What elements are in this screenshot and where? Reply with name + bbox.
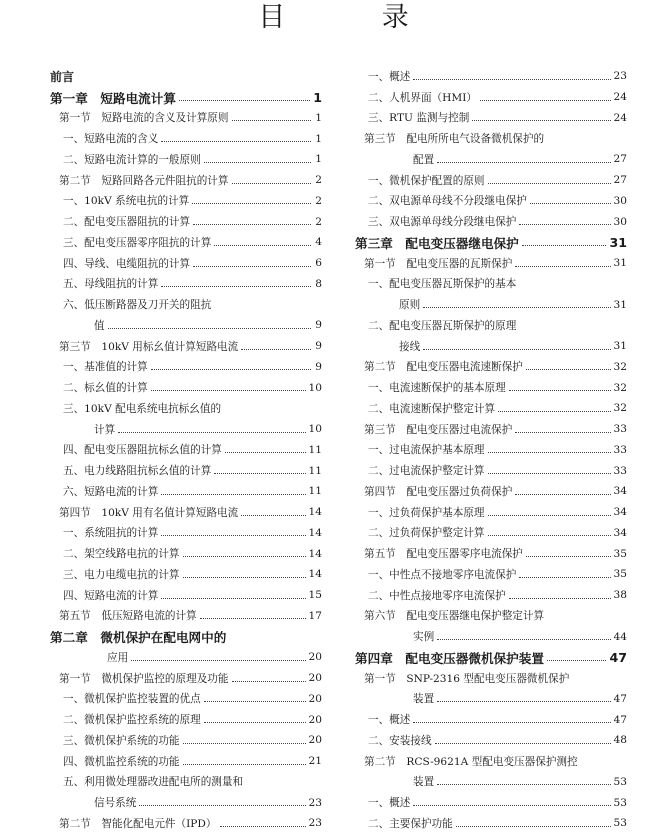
toc-entry-label: 四、微机监控系统的功能 xyxy=(63,755,180,768)
toc-entry[interactable] xyxy=(50,481,322,502)
toc-left-column xyxy=(50,66,322,834)
page-number: 35 xyxy=(613,547,627,560)
dot-leader xyxy=(519,224,610,225)
dot-leader xyxy=(515,266,610,267)
toc-entry[interactable] xyxy=(355,730,627,751)
toc-entry-label: 二、过负荷保护整定计算 xyxy=(368,527,485,540)
dot-leader xyxy=(435,743,611,744)
toc-entry[interactable] xyxy=(50,813,322,834)
page-number: 48 xyxy=(613,734,627,747)
toc-entry-label: 三、微机保护系统的功能 xyxy=(63,734,180,747)
dot-leader xyxy=(232,120,312,121)
dot-leader xyxy=(232,681,306,682)
page-number: 1 xyxy=(315,153,322,166)
dot-leader xyxy=(488,473,611,474)
toc-entry[interactable] xyxy=(50,502,322,523)
page-number: 32 xyxy=(613,381,627,394)
page-number: 1 xyxy=(315,111,322,124)
page-number: 34 xyxy=(613,506,627,519)
dot-leader xyxy=(526,369,611,370)
toc-entry-label: 第一节 微机保护监控的原理及功能 xyxy=(59,672,229,685)
toc-entry[interactable] xyxy=(50,772,322,793)
toc-entry-label: 一、微机保护配置的原则 xyxy=(368,174,485,187)
page-number: 31 xyxy=(613,257,627,270)
toc-entry[interactable] xyxy=(355,481,627,502)
toc-entry[interactable] xyxy=(50,626,322,647)
page-title: 目 录 xyxy=(258,2,453,33)
dot-leader xyxy=(204,701,306,702)
toc-entry[interactable] xyxy=(355,626,627,647)
page-number: 9 xyxy=(315,319,322,332)
toc-entry[interactable] xyxy=(50,315,322,336)
toc-entry[interactable] xyxy=(50,253,322,274)
toc-entry[interactable] xyxy=(50,564,322,585)
page-number: 1 xyxy=(315,132,322,145)
toc-entry[interactable] xyxy=(50,66,322,87)
page-number: 1 xyxy=(313,89,322,105)
toc-entry[interactable] xyxy=(50,87,322,108)
dot-leader xyxy=(131,660,305,661)
page-number: 20 xyxy=(308,651,322,664)
page-number: 20 xyxy=(308,692,322,705)
dot-leader xyxy=(225,452,306,453)
page-number: 44 xyxy=(613,630,627,643)
page-number: 20 xyxy=(308,713,322,726)
dot-leader xyxy=(214,245,311,246)
toc-entry[interactable] xyxy=(50,419,322,440)
dot-leader xyxy=(151,390,306,391)
dot-leader xyxy=(413,79,610,80)
toc-entry[interactable] xyxy=(355,170,627,191)
page-number: 20 xyxy=(308,672,322,685)
toc-entry[interactable] xyxy=(355,689,627,710)
toc-entry-label: 第三章 配电变压器继电保护 xyxy=(355,235,519,251)
toc-entry[interactable] xyxy=(355,191,627,212)
dot-leader xyxy=(214,473,305,474)
dot-leader xyxy=(488,535,611,536)
toc-entry[interactable] xyxy=(50,751,322,772)
toc-entry-label: 一、概述 xyxy=(368,70,411,83)
toc-entry[interactable] xyxy=(355,294,627,315)
page-number: 23 xyxy=(308,817,322,830)
toc-entry-label: 信号系统 xyxy=(94,797,137,810)
page-number: 33 xyxy=(613,464,627,477)
dot-leader xyxy=(522,245,607,246)
toc-entry[interactable] xyxy=(50,377,322,398)
toc-entry[interactable] xyxy=(355,460,627,481)
dot-leader xyxy=(488,515,611,516)
dot-leader xyxy=(200,618,306,619)
toc-entry[interactable] xyxy=(355,606,627,627)
toc-entry-label: 一、基准值的计算 xyxy=(63,361,148,374)
toc-entry[interactable] xyxy=(355,709,627,730)
dot-leader xyxy=(179,100,310,101)
page-number: 33 xyxy=(613,423,627,436)
toc-entry-label: 实例 xyxy=(413,631,435,644)
toc-entry-label: 五、利用微处理器改进配电所的测量和 xyxy=(63,776,244,789)
page-number: 27 xyxy=(613,174,627,187)
page-number: 30 xyxy=(613,194,627,207)
toc-entry-label: 五、母线阻抗的计算 xyxy=(63,278,159,291)
toc-entry-label: 四、短路电流的计算 xyxy=(63,589,159,602)
toc-entry-label: 第二章 微机保护在配电网中的 xyxy=(50,630,227,646)
toc-entry[interactable] xyxy=(50,668,322,689)
toc-entry-label: 二、人机界面（HMI） xyxy=(368,91,478,104)
page-number: 10 xyxy=(308,381,322,394)
dot-leader xyxy=(413,722,610,723)
toc-entry[interactable] xyxy=(50,543,322,564)
dot-leader xyxy=(498,411,610,412)
toc-entry[interactable] xyxy=(355,813,627,834)
toc-entry[interactable] xyxy=(355,87,627,108)
dot-leader xyxy=(183,743,306,744)
dot-leader xyxy=(437,639,610,640)
toc-entry[interactable] xyxy=(50,523,322,544)
toc-entry-label: 第二节 配电变压器电流速断保护 xyxy=(364,361,523,374)
toc-entry[interactable] xyxy=(355,398,627,419)
dot-leader xyxy=(183,764,306,765)
dot-leader xyxy=(437,162,610,163)
toc-entry[interactable] xyxy=(355,66,627,87)
page-number: 6 xyxy=(315,257,322,270)
dot-leader xyxy=(241,349,311,350)
toc-entry-label: 二、主要保护功能 xyxy=(368,817,453,830)
toc-entry-label: 一、系统阻抗的计算 xyxy=(63,527,159,540)
toc-entry-label: 第三节 配电变压器过电流保护 xyxy=(364,423,513,436)
page-number: 14 xyxy=(308,568,322,581)
toc-entry-label: 三、10kV 配电系统电抗标幺值的 xyxy=(63,402,222,415)
toc-entry-label: 接线 xyxy=(399,340,421,353)
toc-entry[interactable] xyxy=(355,647,627,668)
toc-entry[interactable] xyxy=(50,709,322,730)
toc-entry-label: 计算 xyxy=(94,423,116,436)
toc-entry[interactable] xyxy=(355,377,627,398)
toc-entry[interactable] xyxy=(355,419,627,440)
toc-entry-label: 二、微机保护监控系统的原理 xyxy=(63,714,201,727)
page-number: 30 xyxy=(613,215,627,228)
toc-entry-label: 二、配电变压器瓦斯保护的原理 xyxy=(368,319,517,332)
page-number: 2 xyxy=(315,194,322,207)
page-number: 11 xyxy=(308,443,322,456)
toc-entry-label: 五、电力线路阻抗标幺值的计算 xyxy=(63,465,212,478)
toc-entry[interactable] xyxy=(355,792,627,813)
page-number: 15 xyxy=(308,589,322,602)
page-number: 31 xyxy=(613,298,627,311)
toc-entry-label: 二、过电流保护整定计算 xyxy=(368,465,485,478)
toc-entry-label: 一、电流速断保护的基本原理 xyxy=(368,382,506,395)
toc-entry[interactable] xyxy=(355,253,627,274)
page-number: 34 xyxy=(613,485,627,498)
toc-entry-label: 一、概述 xyxy=(368,797,411,810)
dot-leader xyxy=(547,660,607,661)
toc-entry-label: 第六节 配电变压器继电保护整定计算 xyxy=(364,610,545,623)
toc-entry[interactable] xyxy=(355,274,627,295)
toc-entry[interactable] xyxy=(50,460,322,481)
toc-entry-label: 二、架空线路电抗的计算 xyxy=(63,548,180,561)
page-number: 32 xyxy=(613,360,627,373)
toc-entry-label: 第一章 短路电流计算 xyxy=(50,90,176,106)
toc-entry[interactable] xyxy=(355,585,627,606)
toc-entry[interactable] xyxy=(50,128,322,149)
toc-entry[interactable] xyxy=(50,398,322,419)
page-number: 14 xyxy=(308,526,322,539)
page-number: 11 xyxy=(308,464,322,477)
dot-leader xyxy=(193,224,311,225)
dot-leader xyxy=(423,307,610,308)
toc-entry-label: 三、双电源单母线分段继电保护 xyxy=(368,216,517,229)
toc-entry-label: 第三节 配电所所电气设备微机保护的 xyxy=(364,133,545,146)
page-number: 2 xyxy=(315,174,322,187)
toc-entry[interactable] xyxy=(355,108,627,129)
toc-entry[interactable] xyxy=(50,149,322,170)
toc-entry[interactable] xyxy=(50,647,322,668)
dot-leader xyxy=(515,494,610,495)
dot-leader xyxy=(241,515,305,516)
toc-entry[interactable] xyxy=(355,523,627,544)
toc-entry-label: 前言 xyxy=(50,69,75,84)
toc-entry[interactable] xyxy=(355,668,627,689)
page-number: 38 xyxy=(613,589,627,602)
page-number: 2 xyxy=(315,215,322,228)
toc-entry-label: 二、中性点接地零序电流保护 xyxy=(368,589,506,602)
page-number: 31 xyxy=(613,340,627,353)
toc-entry[interactable] xyxy=(355,564,627,585)
dot-leader xyxy=(437,701,610,702)
page-number: 24 xyxy=(613,91,627,104)
toc-entry-label: 第四章 配电变压器微机保护装置 xyxy=(355,650,544,666)
page-number: 53 xyxy=(613,775,627,788)
toc-entry-label: 第二节 RCS-9621A 型配电变压器保护测控 xyxy=(364,755,578,768)
toc-entry[interactable] xyxy=(355,502,627,523)
toc-entry-label: 一、短路电流的含义 xyxy=(63,133,159,146)
toc-entry-label: 一、中性点不接地零序电流保护 xyxy=(368,568,517,581)
toc-entry-label: 配置 xyxy=(413,153,435,166)
page-number: 32 xyxy=(613,402,627,415)
toc-entry[interactable] xyxy=(50,440,322,461)
toc-entry[interactable] xyxy=(50,606,322,627)
toc-entry-label: 第二节 短路回路各元件阻抗的计算 xyxy=(59,174,229,187)
dot-leader xyxy=(204,162,311,163)
toc-entry-label: 二、短路电流计算的一般原则 xyxy=(63,153,201,166)
dot-leader xyxy=(526,556,611,557)
dot-leader xyxy=(488,452,611,453)
toc-entry-label: 二、标幺值的计算 xyxy=(63,382,148,395)
page-number: 53 xyxy=(613,796,627,809)
toc-entry[interactable] xyxy=(50,689,322,710)
toc-entry[interactable] xyxy=(50,232,322,253)
toc-entry-label: 应用 xyxy=(107,651,129,664)
toc-entry-label: 四、配电变压器阻抗标幺值的计算 xyxy=(63,444,222,457)
page-number: 14 xyxy=(308,547,322,560)
page-number: 31 xyxy=(609,234,627,250)
dot-leader xyxy=(456,826,611,827)
page-number: 8 xyxy=(315,277,322,290)
toc-entry-label: 第五节 低压短路电流的计算 xyxy=(59,610,197,623)
toc-entry-label: 第三节 10kV 用标幺值计算短路电流 xyxy=(59,340,239,353)
toc-entry-label: 一、10kV 系统电抗的计算 xyxy=(63,195,190,208)
toc-entry-label: 第五节 配电变压器零序电流保护 xyxy=(364,548,523,561)
toc-entry-label: 装置 xyxy=(413,693,435,706)
dot-leader xyxy=(193,266,311,267)
toc-entry-label: 第四节 配电变压器过负荷保护 xyxy=(364,485,513,498)
page-number: 34 xyxy=(613,526,627,539)
toc-entry-label: 装置 xyxy=(413,776,435,789)
toc-entry-label: 一、过负荷保护基本原理 xyxy=(368,506,485,519)
dot-leader xyxy=(204,722,306,723)
page-number: 14 xyxy=(308,506,322,519)
toc-entry[interactable] xyxy=(355,751,627,772)
page-number: 33 xyxy=(613,443,627,456)
page-number: 4 xyxy=(315,236,322,249)
toc-entry-label: 三、RTU 监测与控制 xyxy=(368,112,470,125)
dot-leader xyxy=(519,577,610,578)
toc-entry[interactable] xyxy=(355,357,627,378)
toc-entry-label: 一、过电流保护基本原理 xyxy=(368,444,485,457)
dot-leader xyxy=(423,349,610,350)
toc-entry-label: 第二节 智能化配电元件（IPD） xyxy=(59,817,217,830)
toc-entry-label: 二、安装接线 xyxy=(368,734,432,747)
toc-entry-label: 值 xyxy=(94,319,105,332)
dot-leader xyxy=(161,141,311,142)
dot-leader xyxy=(161,535,305,536)
toc-entry-label: 第四节 10kV 用有名值计算短路电流 xyxy=(59,506,239,519)
dot-leader xyxy=(472,120,610,121)
dot-leader xyxy=(161,494,305,495)
page-number: 53 xyxy=(613,817,627,830)
toc-entry-label: 二、电流速断保护整定计算 xyxy=(368,402,496,415)
dot-leader xyxy=(161,286,311,287)
toc-entry[interactable] xyxy=(50,108,322,129)
dot-leader xyxy=(151,369,311,370)
toc-entry[interactable] xyxy=(355,772,627,793)
dot-leader xyxy=(192,203,311,204)
toc-entry-label: 四、导线、电缆阻抗的计算 xyxy=(63,257,191,270)
toc-entry[interactable] xyxy=(355,149,627,170)
toc-right-column xyxy=(355,66,627,834)
toc-entry[interactable] xyxy=(50,294,322,315)
toc-entry-label: 第一节 短路电流的含义及计算原则 xyxy=(59,112,229,125)
toc-entry-label: 三、电力电缆电抗的计算 xyxy=(63,568,180,581)
toc-entry[interactable] xyxy=(50,730,322,751)
toc-entry[interactable] xyxy=(50,792,322,813)
page-number: 9 xyxy=(315,360,322,373)
page-number: 47 xyxy=(613,713,627,726)
toc-entry[interactable] xyxy=(50,170,322,191)
toc-entry[interactable] xyxy=(50,211,322,232)
toc-entry[interactable] xyxy=(50,274,322,295)
dot-leader xyxy=(232,183,312,184)
dot-leader xyxy=(530,203,611,204)
toc-entry[interactable] xyxy=(50,336,322,357)
dot-leader xyxy=(480,100,610,101)
toc-entry-label: 一、配电变压器瓦斯保护的基本 xyxy=(368,278,517,291)
toc-entry-label: 六、低压断路器及刀开关的阻抗 xyxy=(63,299,212,312)
toc-entry-label: 二、配电变压器阻抗的计算 xyxy=(63,216,191,229)
dot-leader xyxy=(488,183,611,184)
page-number: 35 xyxy=(613,568,627,581)
toc-entry-label: 三、配电变压器零序阻抗的计算 xyxy=(63,236,212,249)
page-number: 9 xyxy=(315,340,322,353)
dot-leader xyxy=(161,598,305,599)
toc-entry[interactable] xyxy=(50,357,322,378)
dot-leader xyxy=(183,577,306,578)
toc-entry-label: 第一节 SNP-2316 型配电变压器微机保护 xyxy=(364,672,570,685)
toc-entry[interactable] xyxy=(355,315,627,336)
toc-entry[interactable] xyxy=(355,232,627,253)
toc-entry[interactable] xyxy=(355,543,627,564)
toc-entry[interactable] xyxy=(355,128,627,149)
toc-entry-label: 六、短路电流的计算 xyxy=(63,485,159,498)
toc-entry[interactable] xyxy=(50,191,322,212)
dot-leader xyxy=(118,432,305,433)
page-number: 23 xyxy=(613,70,627,83)
dot-leader xyxy=(509,390,611,391)
page-number: 47 xyxy=(613,692,627,705)
toc-entry-label: 原则 xyxy=(399,299,421,312)
dot-leader xyxy=(509,598,611,599)
toc-entry[interactable] xyxy=(355,336,627,357)
dot-leader xyxy=(108,328,311,329)
dot-leader xyxy=(515,432,610,433)
page-number: 21 xyxy=(308,755,322,768)
toc-entry-label: 一、概述 xyxy=(368,714,411,727)
toc-entry[interactable] xyxy=(50,585,322,606)
dot-leader xyxy=(183,556,306,557)
page-number: 11 xyxy=(308,485,322,498)
page-number: 23 xyxy=(308,796,322,809)
toc-entry-label: 二、双电源单母线不分段继电保护 xyxy=(368,195,527,208)
dot-leader xyxy=(220,826,306,827)
page-number: 17 xyxy=(308,609,322,622)
toc-entry[interactable] xyxy=(355,211,627,232)
toc-entry-label: 第一节 配电变压器的瓦斯保护 xyxy=(364,257,513,270)
page-number: 24 xyxy=(613,111,627,124)
page-number: 10 xyxy=(308,423,322,436)
toc-entry-label: 一、微机保护监控装置的优点 xyxy=(63,693,201,706)
page-number: 20 xyxy=(308,734,322,747)
dot-leader xyxy=(437,784,610,785)
toc-entry[interactable] xyxy=(355,440,627,461)
page-number: 47 xyxy=(609,649,627,665)
page-number: 27 xyxy=(613,153,627,166)
